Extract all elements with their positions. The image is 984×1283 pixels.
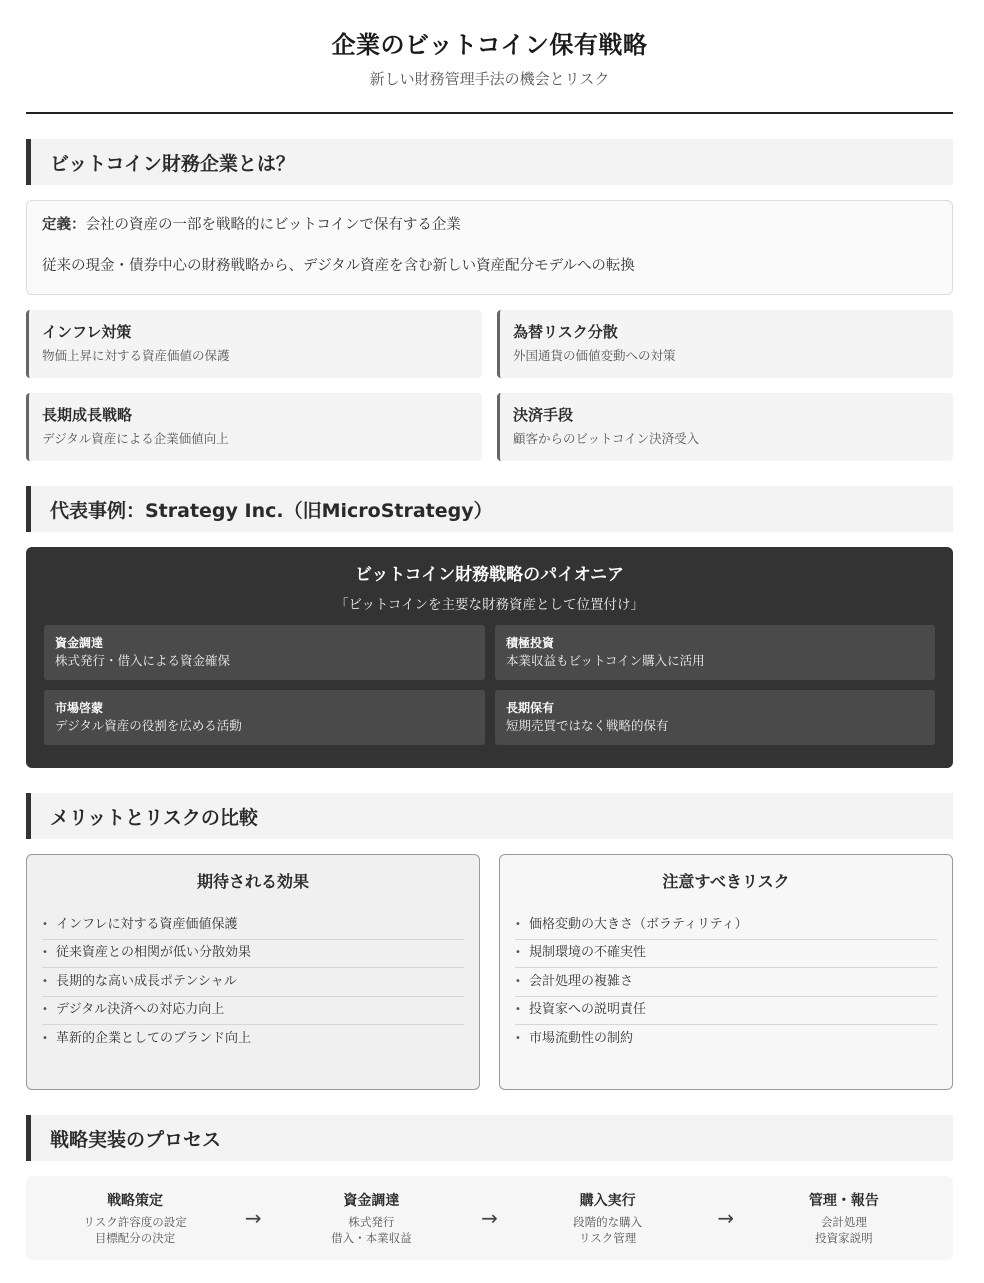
case-title: ビットコイン財務戦略のパイオニア <box>355 565 624 585</box>
step-detail: リスク許容度の設定 <box>83 1214 187 1229</box>
case-grid <box>44 625 935 745</box>
section-heading-process: 戦略実装のプロセス <box>26 1115 953 1161</box>
list-item <box>42 940 464 969</box>
list-item <box>515 968 937 997</box>
definition-label: 定義： <box>42 217 86 233</box>
bullet-icon: • <box>515 1033 521 1045</box>
bullet-icon: • <box>42 947 48 959</box>
bullet-icon: • <box>515 975 521 987</box>
bullet-icon: • <box>42 975 48 987</box>
case-box <box>26 547 953 768</box>
case-item-desc: 短期売買ではなく戦略的保有 <box>506 718 669 733</box>
feature-card-inflation <box>26 310 482 378</box>
step-title: 管理・報告 <box>808 1192 879 1209</box>
step-title: 資金調達 <box>343 1192 400 1209</box>
feature-card-payment <box>497 393 953 461</box>
benefits-list <box>42 911 464 1054</box>
process-step-purchase <box>533 1191 683 1246</box>
list-item-text: 規制環境の不確実性 <box>529 945 647 961</box>
list-item <box>515 940 937 969</box>
benefits-title: 期待される効果 <box>196 872 309 891</box>
feature-title: インフレ対策 <box>42 323 132 341</box>
list-item-text: 価格変動の大きさ（ボラティリティ） <box>529 916 748 932</box>
arrow-right-icon: → <box>481 1206 498 1230</box>
list-item <box>515 997 937 1026</box>
list-item-text: 従来資産との相関が低い分散効果 <box>56 945 252 961</box>
case-item-title: 市場啓蒙 <box>55 701 104 715</box>
list-item-text: 長期的な高い成長ポテンシャル <box>56 973 237 989</box>
feature-card-fx-risk <box>497 310 953 378</box>
section-heading-case: 代表事例：Strategy Inc.（旧MicroStrategy） <box>26 486 953 532</box>
list-item <box>42 968 464 997</box>
list-item-text: デジタル決済への対応力向上 <box>56 1002 225 1018</box>
case-item-funding <box>44 625 485 680</box>
list-item-text: 会計処理の複雑さ <box>529 973 634 989</box>
section-heading-what-is: ビットコイン財務企業とは？ <box>26 139 953 185</box>
case-item-desc: 株式発行・借入による資金確保 <box>55 653 231 668</box>
risks-title: 注意すべきリスク <box>662 872 790 891</box>
list-item <box>515 911 937 940</box>
feature-title: 為替リスク分散 <box>513 323 618 341</box>
step-detail: リスク管理 <box>578 1230 637 1245</box>
feature-title: 長期成長戦略 <box>42 406 133 424</box>
list-item-text: インフレに対する資産価値保護 <box>56 916 238 932</box>
definition-box <box>26 200 953 295</box>
definition-row <box>42 215 937 236</box>
process-flow <box>26 1176 953 1260</box>
case-item-education <box>44 690 485 745</box>
feature-card-growth <box>26 393 482 461</box>
risks-list <box>515 911 937 1054</box>
case-item-desc: 本業収益もビットコイン購入に活用 <box>506 653 705 668</box>
case-item-holding <box>495 690 935 745</box>
step-title: 購入実行 <box>579 1192 636 1209</box>
definition-text: 会社の資産の一部を戦略的にビットコインで保有する企業 <box>85 217 461 233</box>
step-detail: 段階的な購入 <box>573 1214 643 1229</box>
process-step-funding <box>296 1191 446 1246</box>
feature-desc: 物価上昇に対する資産価値の保護 <box>42 348 230 363</box>
case-item-title: 資金調達 <box>55 636 104 650</box>
list-item <box>42 997 464 1026</box>
bullet-icon: • <box>42 1004 48 1016</box>
section-heading-compare: メリットとリスクの比較 <box>26 793 953 839</box>
benefits-card <box>26 854 480 1090</box>
list-item-text: 革新的企業としてのブランド向上 <box>56 1031 252 1047</box>
list-item-text: 市場流動性の制約 <box>529 1031 634 1047</box>
case-item-desc: デジタル資産の役割を広める活動 <box>55 718 242 733</box>
step-detail: 投資家説明 <box>815 1230 873 1245</box>
arrow-right-icon: → <box>244 1206 262 1230</box>
step-detail: 株式発行 <box>348 1214 395 1229</box>
bullet-icon: • <box>42 1033 48 1045</box>
feature-desc: 外国通貨の価値変動への対策 <box>513 348 676 363</box>
feature-desc: デジタル資産による企業価値向上 <box>42 431 229 446</box>
process-step-report <box>769 1191 919 1246</box>
bullet-icon: • <box>515 1004 521 1016</box>
case-item-title: 積極投資 <box>506 636 555 650</box>
page-subtitle: 新しい財務管理手法の機会とリスク <box>369 70 610 88</box>
feature-desc: 顧客からのビットコイン決済受入 <box>513 431 700 446</box>
process-step-strategy <box>60 1191 210 1246</box>
definition-shift: 従来の現金・債券中心の財務戦略から、デジタル資産を含む新しい資産配分モデルへの転換 <box>42 258 635 274</box>
bullet-icon: • <box>42 918 48 930</box>
feature-title: 決済手段 <box>513 406 574 424</box>
bullet-icon: • <box>515 947 521 959</box>
arrow-right-icon: → <box>717 1206 735 1230</box>
list-item-text: 投資家への説明責任 <box>529 1002 647 1018</box>
list-item <box>42 1025 464 1054</box>
bullet-icon: • <box>515 918 521 930</box>
step-detail: 会計処理 <box>820 1214 867 1229</box>
step-detail: 目標配分の決定 <box>94 1230 176 1245</box>
list-item <box>42 911 464 940</box>
step-title: 戦略策定 <box>107 1192 164 1209</box>
case-item-investment <box>495 625 935 680</box>
case-item-title: 長期保有 <box>506 701 555 715</box>
case-quote: 「ビットコインを主要な財務資産として位置付け」 <box>334 597 644 613</box>
page-title: 企業のビットコイン保有戦略 <box>331 31 648 59</box>
feature-grid <box>26 310 953 461</box>
step-detail: 借入・本業収益 <box>331 1230 412 1245</box>
list-item <box>515 1025 937 1054</box>
page-header <box>26 0 953 114</box>
risks-card <box>499 854 953 1090</box>
compare-grid <box>26 854 953 1090</box>
